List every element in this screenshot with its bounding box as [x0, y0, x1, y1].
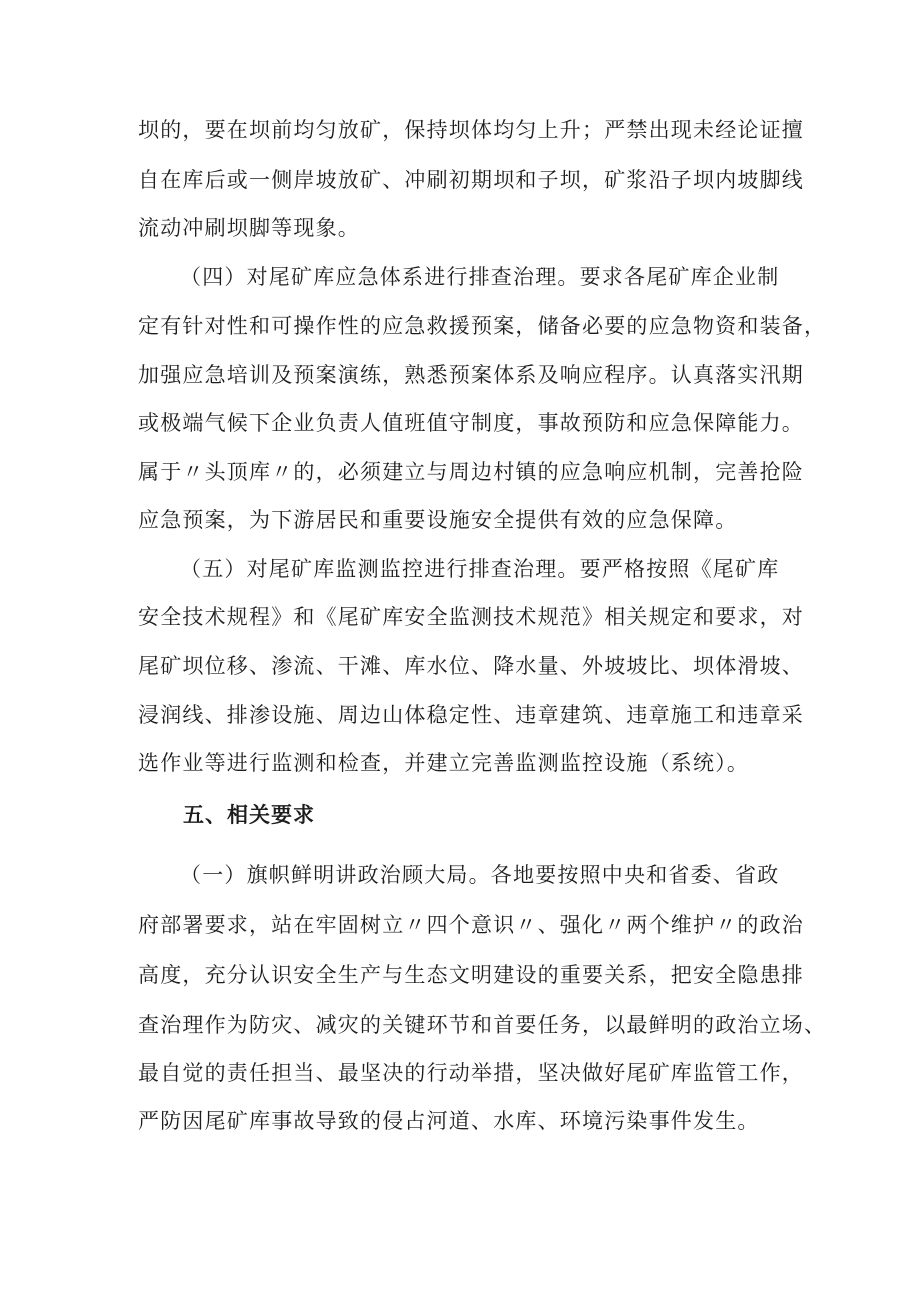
paragraph-line: 尾矿坝位移、渗流、干滩、库水位、降水量、外坡坡比、坝体滑坡、 — [138, 654, 804, 678]
paragraph-line: 府部署要求，站在牢固树立〃四个意识〃、强化〃两个维护〃的政治 — [138, 913, 804, 937]
paragraph-line: 选作业等进行监测和检查，并建立完善监测监控设施（系统）。 — [138, 751, 750, 775]
paragraph-line: 定有针对性和可操作性的应急救援预案，储备必要的应急物资和装备， — [138, 314, 827, 338]
paragraph-line: 坝的，要在坝前均匀放矿，保持坝体均匀上升；严禁出现未经论证擅 — [138, 118, 804, 142]
paragraph-line: 安全技术规程》和《尾矿库安全监测技术规范》相关规定和要求，对 — [138, 605, 804, 629]
paragraph-line: 最自觉的责任担当、最坚决的行动举措，坚决做好尾矿库监管工作， — [138, 1061, 804, 1085]
paragraph-line: 应急预案，为下游居民和重要设施安全提供有效的应急保障。 — [138, 508, 738, 532]
paragraph-line: （四）对尾矿库应急体系进行排查治理。要求各尾矿库企业制 — [180, 265, 780, 289]
paragraph-line: 自在库后或一侧岸坡放矿、冲刷初期坝和子坝，矿浆沿子坝内坡脚线 — [138, 168, 804, 192]
paragraph-line: （五）对尾矿库监测监控进行排查治理。要严格按照《尾矿库 — [180, 557, 780, 581]
paragraph-line: 属于〃头顶库〃的，必须建立与周边村镇的应急响应机制，完善抢险 — [138, 460, 804, 484]
section-heading: 五、相关要求 — [183, 803, 315, 827]
paragraph-line: 查治理作为防灾、减灾的关键环节和首要任务，以最鲜明的政治立场、 — [138, 1013, 827, 1037]
paragraph-line: 严防因尾矿库事故导致的侵占河道、水库、环境污染事件发生。 — [138, 1109, 760, 1133]
paragraph-line: 流动冲刷坝脚等现象。 — [138, 216, 360, 240]
paragraph-line: 高度，充分认识安全生产与生态文明建设的重要关系，把安全隐患排 — [138, 963, 804, 987]
paragraph-line: 浸润线、排渗设施、周边山体稳定性、违章建筑、违章施工和违章采 — [138, 703, 804, 727]
paragraph-line: 加强应急培训及预案演练，熟悉预案体系及响应程序。认真落实汛期 — [138, 363, 804, 387]
paragraph-line: （一）旗帜鲜明讲政治顾大局。各地要按照中央和省委、省政 — [180, 863, 780, 887]
paragraph-line: 或极端气候下企业负责人值班值守制度，事故预防和应急保障能力。 — [138, 411, 804, 435]
